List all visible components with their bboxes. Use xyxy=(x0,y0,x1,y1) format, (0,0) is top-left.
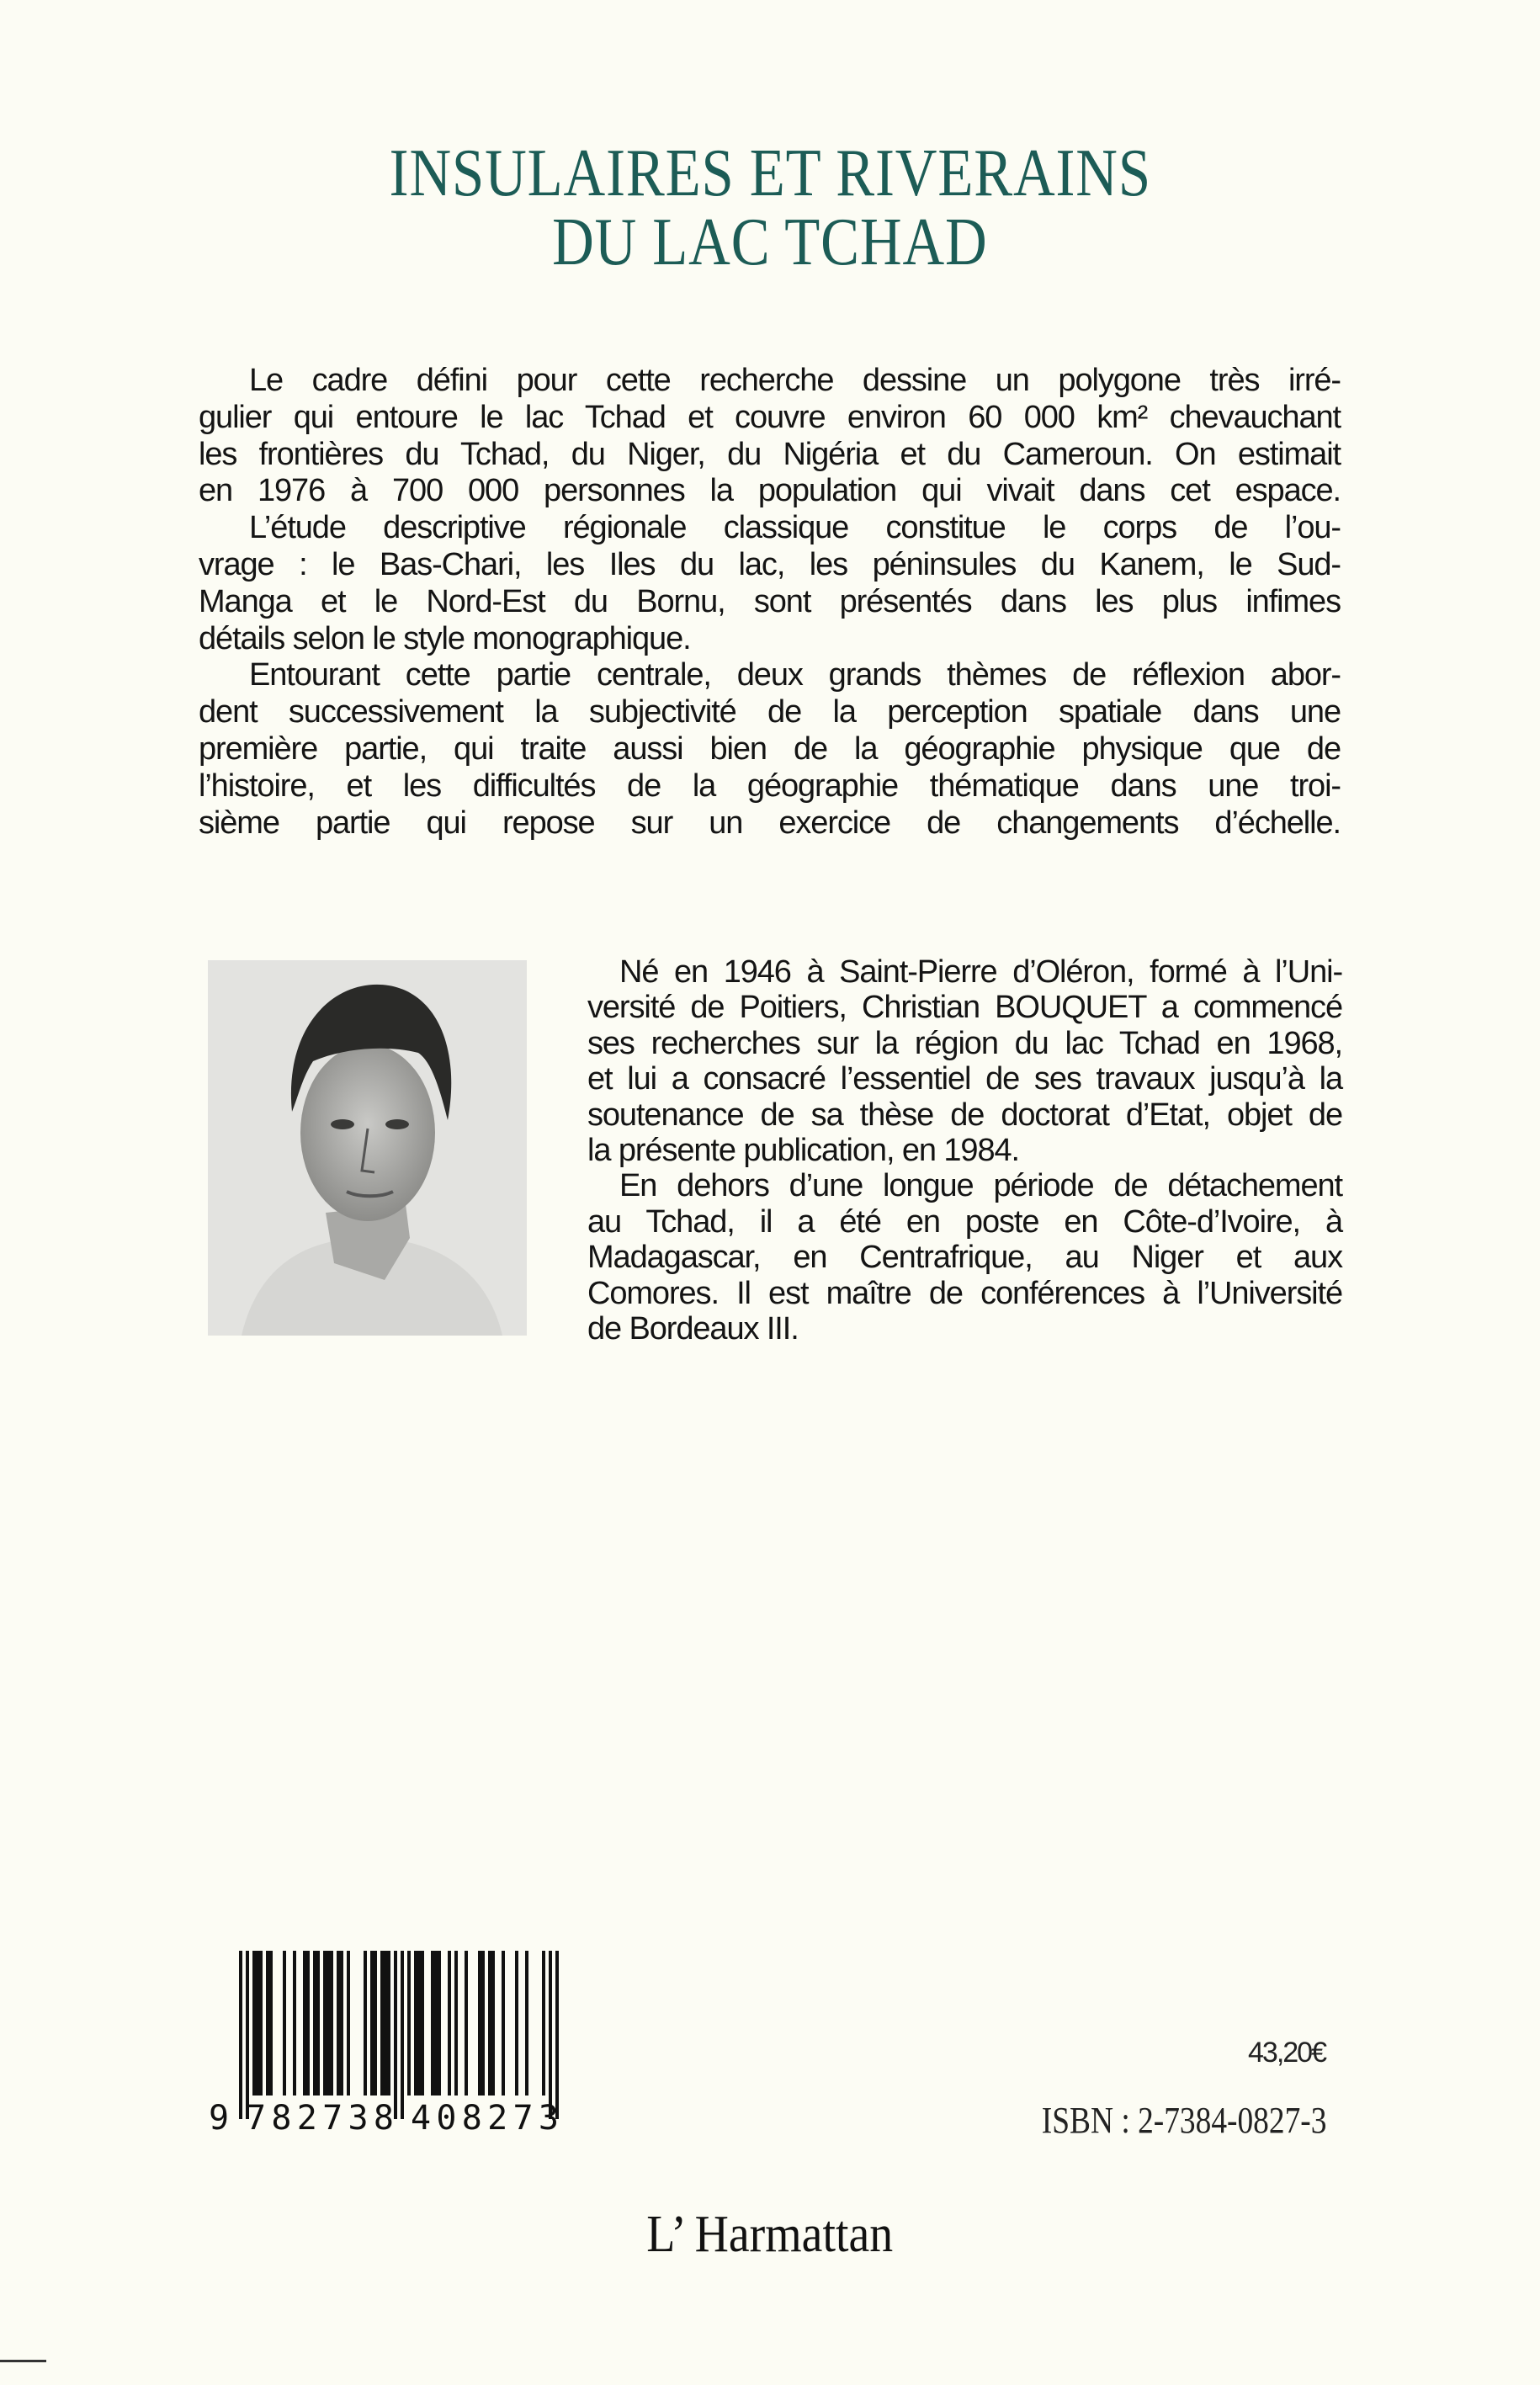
barcode-left-digits: 782738 xyxy=(246,2099,394,2136)
author-portrait-image xyxy=(208,960,527,1336)
barcode-guard-bar xyxy=(246,1951,249,2119)
bio-line: En dehors d’une longue période de détachement xyxy=(619,1168,1342,1204)
bio-line: la présente publication, en 1984. xyxy=(587,1132,1019,1168)
barcode-bar xyxy=(306,1951,310,2096)
summary-line: Le cadre défini pour cette recherche dessine un polygone très irré- xyxy=(249,363,1341,398)
barcode-bar xyxy=(266,1951,269,2096)
barcode-bar xyxy=(407,1951,411,2096)
barcode-bar xyxy=(337,1951,340,2096)
isbn xyxy=(943,2099,1326,2142)
barcode-bar xyxy=(434,1951,438,2096)
barcode-bar xyxy=(303,1951,306,2096)
barcode-guard-bar xyxy=(401,1951,404,2119)
summary-line: gulier qui entoure le lac Tchad et couvre environ 60 000 km² chevauchant xyxy=(199,399,1341,435)
barcode-bar xyxy=(454,1951,458,2096)
barcode-bar xyxy=(313,1951,316,2096)
barcode-bar xyxy=(465,1951,468,2096)
barcode-bar xyxy=(340,1951,343,2096)
summary-line: Manga et le Nord-Est du Bornu, sont présentés dans les plus infimes xyxy=(199,583,1341,619)
summary-line: l’histoire, et les difficultés de la géographie thématique dans une troi- xyxy=(199,768,1341,804)
bio-line: de Bordeaux III. xyxy=(587,1310,799,1347)
barcode-bar xyxy=(323,1951,327,2096)
barcode-bar xyxy=(491,1951,495,2096)
edge-mark xyxy=(0,2360,46,2362)
author-bio xyxy=(587,954,1342,1347)
barcode-bar xyxy=(387,1951,390,2096)
barcode-bar xyxy=(384,1951,387,2096)
barcode-bar xyxy=(417,1951,421,2096)
title-text: INSULAIRES ET RIVERAINS xyxy=(389,136,1151,210)
summary-line: première partie, qui traite aussi bien de la géographie physique que de xyxy=(199,730,1341,767)
summary-line: détails selon le style monographique. xyxy=(199,620,691,656)
summary-line: dent successivement la subjectivité de la perception spatiale dans une xyxy=(199,694,1341,730)
bio-line: versité de Poitiers, Christian BOUQUET a commencé xyxy=(587,990,1342,1026)
barcode-bar xyxy=(515,1951,518,2096)
price: 43,20€ xyxy=(1248,2037,1325,2069)
bio-line: soutenance de sa thèse de doctorat d’Etat, objet de xyxy=(587,1097,1342,1133)
publisher-name: L’ Harmattan xyxy=(646,2206,894,2263)
barcode-right-digits: 408273 xyxy=(411,2099,559,2136)
summary-text xyxy=(199,363,1341,842)
barcode-bar xyxy=(374,1951,377,2096)
barcode-bar xyxy=(256,1951,259,2096)
barcode-bar xyxy=(347,1951,350,2096)
summary-line: L’étude descriptive régionale classique constitue le corps de l’ou- xyxy=(249,510,1341,546)
publisher-logo xyxy=(0,2205,1540,2265)
barcode-bar xyxy=(481,1951,485,2096)
summary-line: sième partie qui repose sur un exercice de changements d’échelle. xyxy=(199,805,1341,841)
barcode-bar xyxy=(330,1951,333,2096)
barcode-bar xyxy=(259,1951,263,2096)
barcode-first-digit: 9 xyxy=(209,2099,230,2136)
isbn-text: ISBN : 2-7384-0827-3 xyxy=(1041,2100,1326,2141)
barcode-bar xyxy=(448,1951,451,2096)
barcode-bar xyxy=(283,1951,286,2096)
bio-line: ses recherches sur la région du lac Tchad en 1968, xyxy=(587,1025,1342,1061)
barcode-bar xyxy=(488,1951,491,2096)
bio-line: au Tchad, il a été en poste en Côte-d’Ivoire, à xyxy=(587,1203,1342,1240)
barcode-guard-bar xyxy=(239,1951,242,2119)
barcode-bar xyxy=(269,1951,273,2096)
bio-line: Né en 1946 à Saint-Pierre d’Oléron, formé à l’Uni- xyxy=(619,954,1342,990)
barcode-bar xyxy=(502,1951,505,2096)
summary-line: vrage : le Bas-Chari, les Iles du lac, les péninsules du Kanem, le Sud- xyxy=(199,546,1341,582)
summary-line: Entourant cette partie centrale, deux grands thèmes de réflexion abor- xyxy=(249,657,1341,693)
book-title-line-1 xyxy=(0,136,1540,210)
barcode-bar xyxy=(327,1951,330,2096)
bio-line: et lui a consacré l’essentiel de ses travaux jusqu’à la xyxy=(587,1061,1342,1097)
barcode-guard-bar xyxy=(549,1951,552,2119)
author-photo xyxy=(208,960,527,1336)
barcode-bar xyxy=(380,1951,384,2096)
barcode-bar xyxy=(542,1951,545,2096)
barcode-bar xyxy=(252,1951,256,2096)
barcode-guard-bar xyxy=(394,1951,397,2119)
barcode-bar xyxy=(421,1951,424,2096)
barcode-bar xyxy=(370,1951,374,2096)
bio-line: Comores. Il est maître de conférences à l’Université xyxy=(587,1275,1342,1311)
barcode-bar xyxy=(414,1951,417,2096)
barcode-bar xyxy=(431,1951,434,2096)
barcode-bar xyxy=(525,1951,528,2096)
summary-line: les frontières du Tchad, du Niger, du Nigéria et du Cameroun. On estimait xyxy=(199,436,1341,472)
bio-line: Madagascar, en Centrafrique, au Niger et aux xyxy=(587,1240,1342,1276)
ean-barcode xyxy=(209,1951,584,2136)
barcode-bar xyxy=(316,1951,320,2096)
barcode-bars xyxy=(209,1951,584,2136)
barcode-bar xyxy=(293,1951,296,2096)
barcode-bar xyxy=(478,1951,481,2096)
barcode-bar xyxy=(364,1951,367,2096)
barcode-guard-bar xyxy=(555,1951,559,2119)
title-text: DU LAC TCHAD xyxy=(552,205,988,279)
book-title-line-2 xyxy=(0,205,1540,279)
summary-line: en 1976 à 700 000 personnes la population qui vivait dans cet espace. xyxy=(199,473,1341,509)
barcode-bar xyxy=(438,1951,441,2096)
